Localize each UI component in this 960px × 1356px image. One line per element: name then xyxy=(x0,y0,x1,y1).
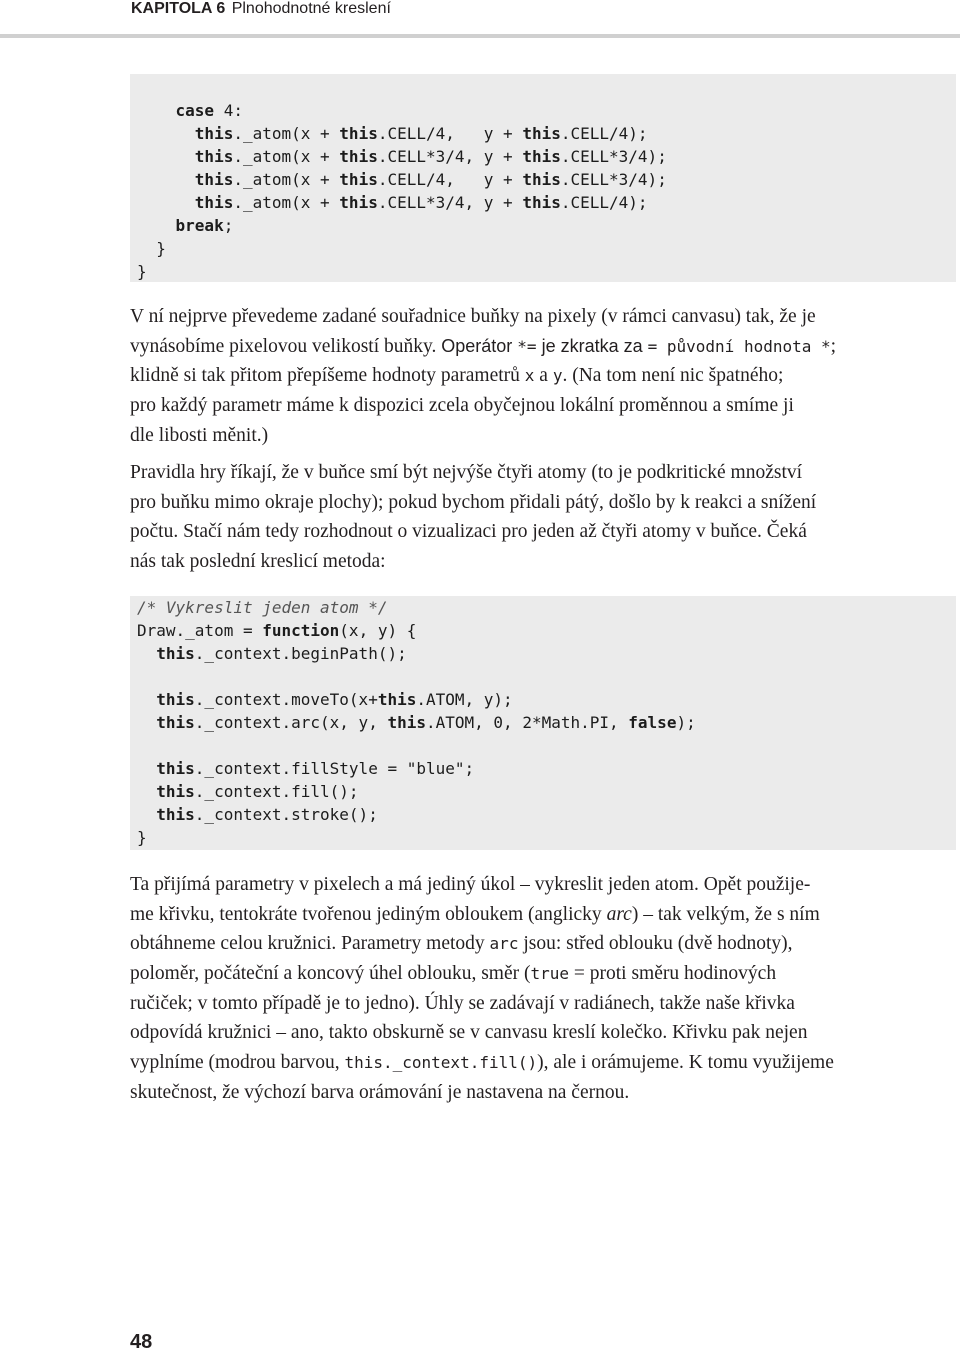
text-run: } xyxy=(137,262,147,281)
text-run: .CELL*3/4); xyxy=(560,170,667,189)
text-run: a xyxy=(534,365,553,387)
code-line xyxy=(137,191,956,214)
code-line xyxy=(137,711,956,734)
text-run: počtu. Stačí nám tedy rozhodnout o vizualizaci pro jeden až čtyři atomy v buňce. Čeká xyxy=(130,521,807,543)
code-line xyxy=(137,237,956,260)
text-run xyxy=(137,124,195,143)
text-run: Pravidla hry říkají, že v buňce smí být nejvýše čtyři atomy (to je podkritické množství xyxy=(130,462,803,483)
text-run: . (Na tom není nic špatného; xyxy=(562,365,784,387)
text-run: Ta přijímá parametry v pixelech a má jediný úkol – vykreslit jeden atom. Opět použije- xyxy=(130,874,811,895)
code-line xyxy=(137,596,956,619)
code-line xyxy=(137,122,956,145)
code-line xyxy=(137,642,956,665)
code-line xyxy=(137,99,956,122)
text-run: vyplníme (modrou barvou, xyxy=(130,1052,345,1074)
text-run: ); xyxy=(676,713,696,732)
text-run: V ní nejprve převedeme zadané souřadnice buňky na pixely (v rámci canvasu) tak, že je xyxy=(130,306,816,327)
text-run: skutečnost, že výchozí barva orámování je nastavena na černou. xyxy=(130,1081,630,1103)
running-header xyxy=(0,0,960,38)
text-run: this xyxy=(339,193,378,212)
text-run: break xyxy=(175,216,224,235)
page-number: 48 xyxy=(130,1331,153,1353)
text-line xyxy=(130,1078,958,1108)
text-run xyxy=(137,644,156,663)
code-line xyxy=(137,688,956,711)
text-run: this xyxy=(522,170,561,189)
text-run: case xyxy=(175,101,215,120)
text-line xyxy=(130,332,958,362)
code-line xyxy=(137,168,956,191)
text-run: odpovídá kružnici – ano, takto obskurně se v canvasu kreslí kolečko. Křivku pak nejen xyxy=(130,1022,808,1044)
text-run: ; xyxy=(830,335,837,357)
text-run: = proti směru hodinových xyxy=(569,963,777,985)
code-line xyxy=(137,803,956,826)
text-run: this xyxy=(522,193,561,212)
text-run: = původní hodnota * xyxy=(647,336,831,356)
text-run: ._context.fillStyle = "blue"; xyxy=(194,759,475,778)
text-line xyxy=(130,900,958,930)
text-run xyxy=(137,759,156,778)
text-run xyxy=(137,713,156,732)
text-run: ._context.stroke(); xyxy=(194,805,378,824)
text-run: this xyxy=(156,759,195,778)
code-line xyxy=(137,619,956,642)
text-line xyxy=(130,458,958,488)
text-run: ._context.beginPath(); xyxy=(194,644,407,663)
text-run: this xyxy=(194,170,234,189)
text-run: this xyxy=(522,124,561,143)
text-run: Draw._atom = xyxy=(137,621,263,640)
text-line xyxy=(130,302,958,332)
text-run: dle libosti měnit.) xyxy=(130,424,269,446)
code-line xyxy=(137,826,956,849)
text-run: ) – tak velkým, že s ním xyxy=(631,903,820,925)
text-run: this xyxy=(156,782,195,801)
text-run: ručiček; v tomto případě je to jedno). Úhly se zadávají v radiánech, takže naše křivka xyxy=(130,992,795,1014)
text-run: this xyxy=(156,805,195,824)
text-run: me křivku, tentokráte tvořenou jediným obloukem (anglicky xyxy=(130,903,607,925)
code-line xyxy=(137,214,956,237)
text-run: .CELL*3/4); xyxy=(560,147,667,166)
text-run: .CELL*3/4, y + xyxy=(377,193,523,212)
text-run: pro každý parametr máme k dispozici zcela obyčejnou lokální proměnnou a smíme ji xyxy=(130,395,794,417)
text-run: this xyxy=(156,713,195,732)
text-run xyxy=(137,216,176,235)
text-run: je zkratka za xyxy=(536,335,648,356)
text-run: poloměr, počáteční a koncový úhel oblouku, směr ( xyxy=(130,963,531,985)
text-line xyxy=(130,989,958,1019)
text-run: .CELL/4); xyxy=(560,124,648,143)
text-run: pro buňku mimo okraje plochy); pokud bychom přidali pátý, došlo by k reakci a snížení xyxy=(130,491,817,513)
text-run: false xyxy=(628,713,677,732)
code-block-case4 xyxy=(130,74,956,282)
text-run: obtáhneme celou kružnici. Parametry metody xyxy=(130,933,490,955)
code-line xyxy=(137,734,956,757)
text-line xyxy=(130,517,958,547)
text-run: this xyxy=(194,147,234,166)
text-run: y xyxy=(552,366,563,386)
text-run: .CELL/4); xyxy=(560,193,648,212)
code-block-draw-atom xyxy=(130,596,956,850)
text-run xyxy=(137,170,195,189)
text-line xyxy=(130,1018,958,1048)
text-run: this xyxy=(522,147,561,166)
text-run: /* Vykreslit jeden atom */ xyxy=(137,598,388,617)
text-run xyxy=(137,782,156,801)
text-run: ._atom(x + xyxy=(233,170,340,189)
text-line xyxy=(130,547,958,577)
text-run: this xyxy=(387,713,426,732)
text-run: .ATOM, y); xyxy=(416,690,513,709)
code-line xyxy=(137,260,956,283)
text-run: ; xyxy=(223,216,234,235)
text-run: arc xyxy=(606,903,632,925)
text-run: *= xyxy=(517,336,537,356)
text-run: vynásobíme pixelovou velikostí buňky. xyxy=(130,335,442,357)
text-run: ._atom(x + xyxy=(233,147,340,166)
text-run: ._atom(x + xyxy=(233,193,340,212)
text-line xyxy=(130,488,958,518)
text-run: .CELL/4, y + xyxy=(377,170,523,189)
text-run: klidně si tak přitom přepíšeme hodnoty parametrů xyxy=(130,365,525,387)
text-run: this xyxy=(194,193,234,212)
text-run: ), ale i orámujeme. K tomu využijeme xyxy=(537,1052,834,1074)
text-run: .ATOM, 0, 2*Math.PI, xyxy=(425,713,629,732)
text-run: ._context.moveTo(x+ xyxy=(194,690,378,709)
code-line xyxy=(137,665,956,688)
text-run xyxy=(137,690,156,709)
text-run: Operátor xyxy=(441,335,518,356)
code-line xyxy=(137,780,956,803)
text-line xyxy=(130,421,958,451)
text-run: x xyxy=(524,366,535,386)
text-run: .CELL/4, y + xyxy=(377,124,523,143)
text-run: } xyxy=(137,828,147,847)
text-line xyxy=(130,391,958,421)
text-run: this xyxy=(339,147,378,166)
text-run: ._context.fill(); xyxy=(194,782,359,801)
text-run xyxy=(137,147,195,166)
chapter-title: Plnohodnotné kreslení xyxy=(231,0,391,17)
text-run xyxy=(137,193,195,212)
text-run: this xyxy=(156,690,195,709)
text-line xyxy=(130,361,958,391)
text-line xyxy=(130,1048,958,1078)
paragraph-arc xyxy=(130,870,958,1108)
text-run xyxy=(137,101,176,120)
text-run: this xyxy=(339,124,378,143)
text-run: (x, y) { xyxy=(339,621,417,640)
text-run: this xyxy=(156,644,195,663)
text-run: this._context.fill() xyxy=(344,1053,538,1073)
code-line xyxy=(137,145,956,168)
text-run: nás tak poslední kreslicí metoda: xyxy=(130,551,386,573)
text-run: this xyxy=(377,690,417,709)
paragraph-coordinates xyxy=(130,302,958,450)
text-run: function xyxy=(262,621,340,640)
text-run: this xyxy=(194,124,234,143)
text-line xyxy=(130,929,958,959)
text-run xyxy=(137,805,156,824)
text-run: } xyxy=(137,239,166,258)
code-line xyxy=(137,757,956,780)
text-run: true xyxy=(530,964,570,984)
text-run: this xyxy=(339,170,378,189)
text-run: .CELL*3/4, y + xyxy=(377,147,523,166)
text-run: jsou: střed oblouku (dvě hodnoty), xyxy=(518,933,793,955)
text-run: arc xyxy=(489,934,519,954)
text-run: ._context.arc(x, y, xyxy=(194,713,388,732)
chapter-label: KAPITOLA 6 xyxy=(131,0,226,17)
paragraph-rules xyxy=(130,458,958,577)
text-run: 4: xyxy=(214,101,243,120)
text-run: ._atom(x + xyxy=(233,124,340,143)
text-line xyxy=(130,870,958,900)
text-line xyxy=(130,959,958,989)
